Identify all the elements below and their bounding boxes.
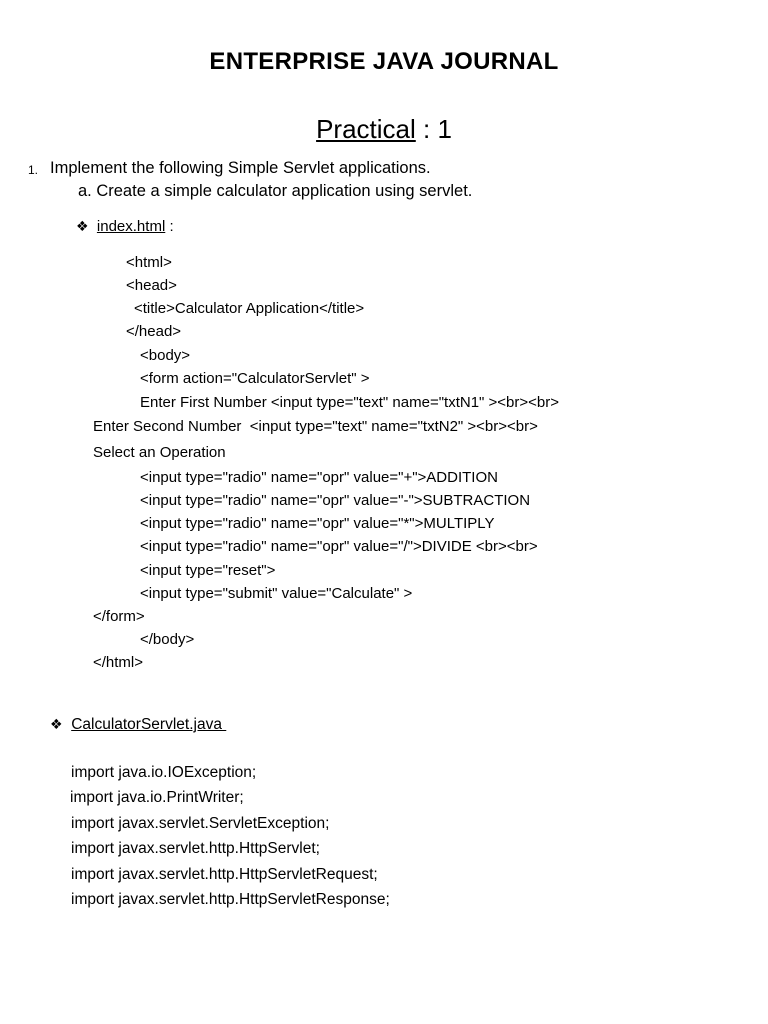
code-line: </body> bbox=[140, 631, 195, 648]
java-code-line: import java.io.IOException; bbox=[71, 764, 257, 781]
code-line: Select an Operation bbox=[93, 444, 226, 461]
code-line: <title>Calculator Application</title> bbox=[134, 300, 365, 317]
practical-number: : 1 bbox=[415, 114, 452, 144]
file-heading-calculator-servlet bbox=[50, 716, 226, 734]
code-line: <form action="CalculatorServlet" > bbox=[140, 370, 370, 387]
diamond-bullet-icon: ❖ bbox=[76, 218, 89, 234]
code-line: <input type="radio" name="opr" value="*">MULTIPLY bbox=[140, 515, 495, 532]
question-text: Implement the following Simple Servlet applications. bbox=[50, 159, 431, 177]
practical-label: Practical bbox=[316, 114, 416, 144]
code-line: </head> bbox=[126, 323, 182, 340]
code-line: <input type="radio" name="opr" value="+">ADDITION bbox=[140, 469, 498, 486]
code-line: <input type="reset"> bbox=[140, 562, 276, 579]
code-line: Enter Second Number <input type="text" name="txtN2" ><br><br> bbox=[93, 418, 538, 435]
file-name-calculator-servlet: CalculatorServlet.java bbox=[71, 716, 227, 733]
code-line: <body> bbox=[140, 347, 191, 364]
file-name-suffix: : bbox=[165, 218, 174, 235]
code-line: <input type="radio" name="opr" value="/">DIVIDE <br><br> bbox=[140, 538, 538, 555]
diamond-bullet-icon: ❖ bbox=[50, 716, 63, 732]
code-line: </html> bbox=[93, 654, 144, 671]
file-heading-index-html bbox=[76, 218, 174, 235]
question-subpart: a. Create a simple calculator application using servlet. bbox=[78, 182, 473, 200]
code-line: <input type="radio" name="opr" value="-">SUBTRACTION bbox=[140, 492, 531, 509]
java-code-line: import javax.servlet.http.HttpServlet; bbox=[71, 840, 320, 857]
practical-heading bbox=[0, 114, 768, 145]
code-line: Enter First Number <input type="text" name="txtN1" ><br><br> bbox=[140, 394, 560, 411]
page-title: ENTERPRISE JAVA JOURNAL bbox=[209, 48, 559, 75]
code-line: </form> bbox=[93, 608, 145, 625]
code-line: <head> bbox=[126, 277, 177, 294]
java-code-line: import javax.servlet.http.HttpServletResponse; bbox=[71, 891, 390, 908]
code-line: <html> bbox=[126, 254, 172, 271]
java-code-line: import javax.servlet.ServletException; bbox=[71, 815, 330, 832]
question-number: 1. bbox=[28, 163, 39, 177]
code-line: <input type="submit" value="Calculate" > bbox=[140, 585, 413, 602]
java-code-line: import java.io.PrintWriter; bbox=[70, 789, 244, 806]
java-code-line: import javax.servlet.http.HttpServletRequest; bbox=[71, 866, 378, 883]
file-name-index-html: index.html bbox=[96, 218, 166, 235]
